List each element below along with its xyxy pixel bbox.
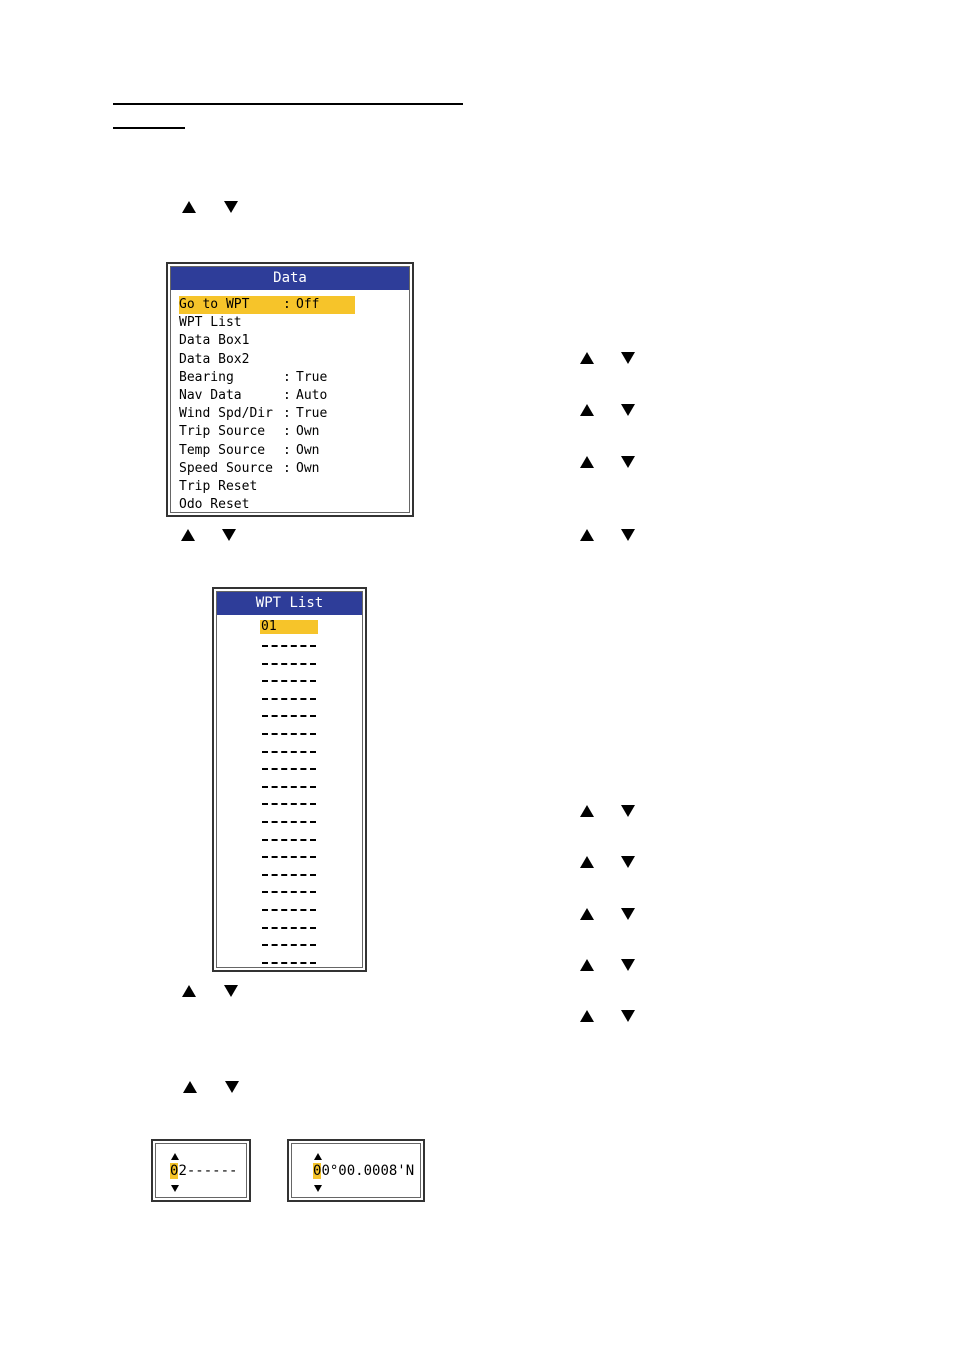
empty-entry-dashes [262, 786, 316, 788]
empty-entry-dashes [262, 856, 316, 858]
empty-entry-dashes [262, 751, 316, 753]
menu-item-label: Nav Data [179, 388, 242, 403]
menu-item-separator: : [283, 369, 291, 385]
empty-entry-dashes [262, 663, 316, 665]
wpt-list-item-empty[interactable] [260, 638, 318, 652]
menu-item-label: Data Box1 [179, 333, 250, 349]
heading-underline-short [113, 127, 185, 129]
wpt-list-item-empty[interactable] [260, 884, 318, 898]
menu-item-separator: : [283, 297, 291, 312]
menu-item[interactable] [179, 460, 355, 478]
empty-entry-dashes [262, 962, 316, 964]
menu-item-label: Wind Spd/Dir [179, 406, 273, 422]
menu-item[interactable] [179, 296, 355, 314]
menu-item-label: Odo Reset [179, 497, 250, 513]
empty-entry-dashes [262, 927, 316, 929]
up-arrow-icon [580, 959, 594, 971]
menu-item-label: Trip Source [179, 424, 266, 440]
up-arrow-icon [182, 985, 196, 997]
up-arrow-icon [580, 908, 594, 920]
menu-item-label: Speed Source [179, 460, 273, 476]
menu-item[interactable] [179, 387, 355, 405]
down-arrow-icon [314, 1185, 322, 1192]
name-entry-text: 2------ [178, 1163, 238, 1179]
up-arrow-icon [183, 1081, 197, 1093]
menu-item[interactable] [179, 405, 355, 423]
empty-entry-dashes [262, 944, 316, 946]
down-arrow-icon [621, 456, 635, 468]
up-arrow-icon [580, 856, 594, 868]
menu-item-label: Temp Source [179, 442, 266, 458]
menu-item-separator: : [283, 388, 291, 403]
data-menu-title: Data [171, 267, 409, 290]
up-arrow-icon [314, 1153, 322, 1160]
position-entry-field[interactable] [313, 1162, 414, 1180]
up-arrow-icon [580, 529, 594, 541]
wpt-list-item-selected[interactable] [260, 620, 318, 634]
down-arrow-icon [621, 529, 635, 541]
menu-item[interactable] [179, 332, 355, 350]
menu-item[interactable] [179, 369, 355, 387]
menu-item-value: Own [296, 424, 320, 440]
menu-item[interactable] [179, 351, 355, 369]
wpt-list-item-empty[interactable] [260, 779, 318, 793]
menu-item[interactable] [179, 423, 355, 441]
menu-item[interactable] [179, 314, 355, 332]
wpt-list-screen [212, 587, 367, 972]
menu-item[interactable] [179, 478, 355, 496]
menu-item-separator: : [283, 460, 291, 476]
menu-item-separator: : [283, 442, 291, 458]
wpt-list-item-empty[interactable] [260, 726, 318, 740]
empty-entry-dashes [262, 698, 316, 700]
empty-entry-dashes [262, 768, 316, 770]
wpt-list-item-empty[interactable] [260, 955, 318, 969]
menu-item-label: Trip Reset [179, 479, 258, 494]
down-arrow-icon [171, 1185, 179, 1192]
data-menu-screen [166, 262, 414, 517]
entry-cursor: 0 [170, 1163, 179, 1179]
wpt-list-item-empty[interactable] [260, 691, 318, 705]
menu-item[interactable] [179, 496, 355, 514]
down-arrow-icon [222, 529, 236, 541]
wpt-list-item-empty[interactable] [260, 849, 318, 863]
empty-entry-dashes [262, 839, 316, 841]
down-arrow-icon [224, 985, 238, 997]
menu-item-label: WPT List [179, 315, 242, 331]
wpt-list-item-empty[interactable] [260, 902, 318, 916]
wpt-entry-label: 01 [261, 619, 277, 634]
up-arrow-icon [171, 1153, 179, 1160]
down-arrow-icon [225, 1081, 239, 1093]
empty-entry-dashes [262, 803, 316, 805]
wpt-list-item-empty[interactable] [260, 937, 318, 951]
wpt-list-item-empty[interactable] [260, 832, 318, 846]
menu-item-value: Own [296, 460, 320, 476]
up-arrow-icon [580, 805, 594, 817]
wpt-list-item-empty[interactable] [260, 867, 318, 881]
menu-item-separator: : [283, 406, 291, 422]
wpt-list-item-empty[interactable] [260, 673, 318, 687]
menu-item[interactable] [179, 442, 355, 460]
wpt-list-item-empty[interactable] [260, 708, 318, 722]
wpt-list-item-empty[interactable] [260, 814, 318, 828]
menu-item-label: Bearing [179, 369, 234, 385]
position-entry-text: 0°00.0008'N [321, 1163, 415, 1179]
down-arrow-icon [621, 404, 635, 416]
menu-item-label: Data Box2 [179, 351, 250, 367]
position-entry-screen [287, 1139, 425, 1202]
down-arrow-icon [621, 856, 635, 868]
wpt-list-item-empty[interactable] [260, 796, 318, 810]
down-arrow-icon [621, 352, 635, 364]
menu-item-separator: : [283, 424, 291, 440]
menu-item-value: Own [296, 442, 320, 458]
heading-underline [113, 103, 463, 105]
menu-item-value: Auto [296, 388, 328, 403]
empty-entry-dashes [262, 680, 316, 682]
empty-entry-dashes [262, 874, 316, 876]
wpt-list-item-empty[interactable] [260, 761, 318, 775]
menu-item-value: True [296, 369, 328, 385]
wpt-list-item-empty[interactable] [260, 744, 318, 758]
menu-item-value: True [296, 406, 328, 422]
up-arrow-icon [580, 1010, 594, 1022]
up-arrow-icon [182, 201, 196, 213]
up-arrow-icon [580, 352, 594, 364]
menu-item-label: Go to WPT [179, 297, 250, 312]
empty-entry-dashes [262, 733, 316, 735]
down-arrow-icon [621, 908, 635, 920]
down-arrow-icon [621, 959, 635, 971]
empty-entry-dashes [262, 821, 316, 823]
down-arrow-icon [621, 805, 635, 817]
empty-entry-dashes [262, 645, 316, 647]
down-arrow-icon [224, 201, 238, 213]
name-entry-field[interactable] [170, 1162, 237, 1180]
empty-entry-dashes [262, 715, 316, 717]
menu-item-value: Off [296, 297, 320, 312]
empty-entry-dashes [262, 891, 316, 893]
up-arrow-icon [181, 529, 195, 541]
wpt-list-title: WPT List [217, 592, 362, 615]
name-entry-screen [151, 1139, 251, 1202]
empty-entry-dashes [262, 909, 316, 911]
wpt-list-item-empty[interactable] [260, 656, 318, 670]
down-arrow-icon [621, 1010, 635, 1022]
up-arrow-icon [580, 404, 594, 416]
wpt-list-item-empty[interactable] [260, 920, 318, 934]
up-arrow-icon [580, 456, 594, 468]
entry-cursor: 0 [313, 1163, 322, 1179]
